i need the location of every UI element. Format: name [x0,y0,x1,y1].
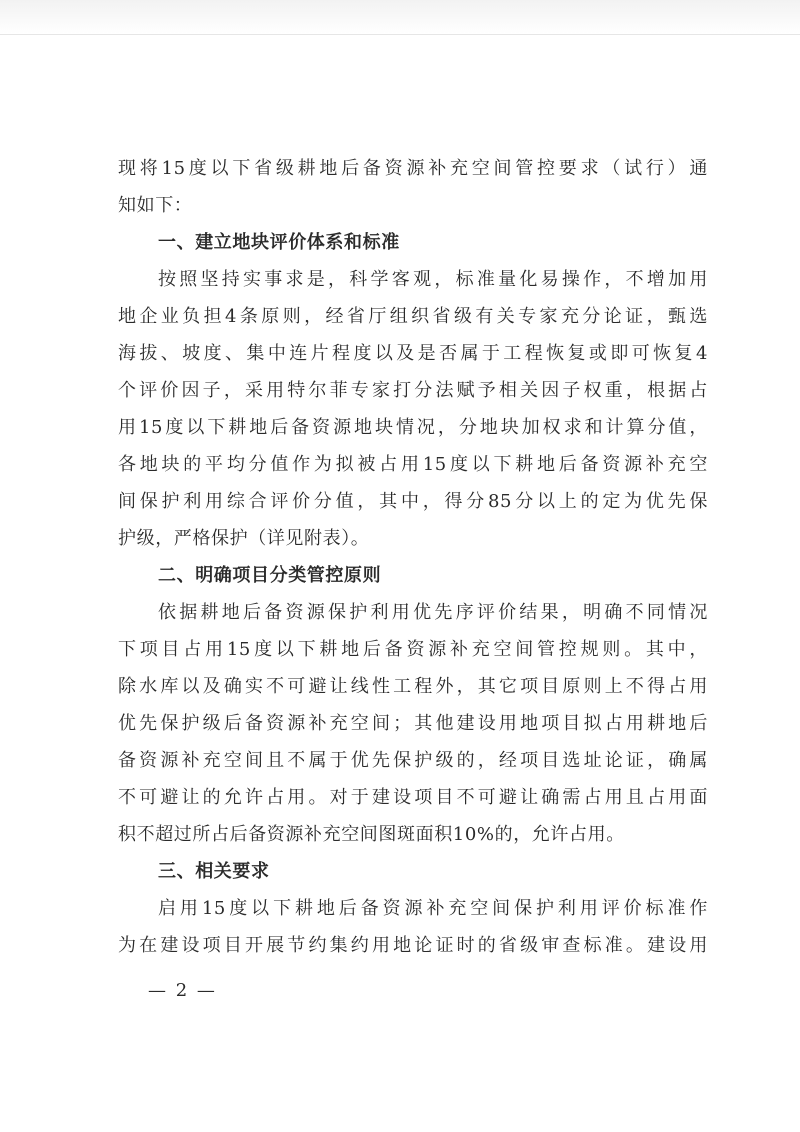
paragraph-line: 用15度以下耕地后备资源地块情况，分地块加权求和计算分值， [118,417,708,438]
document-page [118,150,708,964]
section-heading-2: 二、明确项目分类管控原则 [158,565,382,586]
paragraph-line: 下项目占用15度以下耕地后备资源补充空间管控规则。其中， [118,639,708,660]
paragraph-line: 海拔、坡度、集中连片程度以及是否属于工程恢复或即可恢复4 [118,343,708,364]
paragraph-line: 积不超过所占后备资源补充空间图斑面积10%的，允许占用。 [118,824,625,845]
paragraph-line: 现将15度以下省级耕地后备资源补充空间管控要求（试行）通 [118,158,708,179]
paragraph-line: 不可避让的允许占用。对于建设项目不可避让确需占用且占用面 [118,787,708,808]
paragraph-line: 备资源补充空间且不属于优先保护级的，经项目选址论证，确属 [118,750,708,771]
paragraph-line: 为在建设项目开展节约集约用地论证时的省级审查标准。建设用 [118,935,708,956]
paragraph-line: 护级，严格保护（详见附表）。 [118,528,370,549]
paragraph-line: 知如下： [118,195,193,216]
paragraph-line: 启用15度以下耕地后备资源补充空间保护利用评价标准作 [158,898,708,919]
paragraph-line: 除水库以及确实不可避让线性工程外，其它项目原则上不得占用 [118,676,708,697]
section-heading-1: 一、建立地块评价体系和标准 [158,232,400,253]
page-number: — 2 — [148,980,217,1001]
section-2-paragraph [118,594,708,853]
paragraph-line: 各地块的平均分值作为拟被占用15度以下耕地后备资源补充空 [118,454,708,475]
section-heading-3: 三、相关要求 [158,861,270,882]
paragraph-line: 依据耕地后备资源保护利用优先序评价结果，明确不同情况 [158,602,708,623]
paragraph-line: 优先保护级后备资源补充空间；其他建设用地项目拟占用耕地后 [118,713,708,734]
page-top-edge [0,0,800,35]
paragraph-line: 按照坚持实事求是，科学客观，标准量化易操作，不增加用 [158,269,708,290]
paragraph-line: 地企业负担4条原则，经省厅组织省级有关专家充分论证，甄选 [118,306,708,327]
intro-paragraph [118,150,708,224]
section-1-paragraph [118,261,708,557]
paragraph-line: 间保护利用综合评价分值，其中，得分85分以上的定为优先保 [118,491,708,512]
paragraph-line: 个评价因子，采用特尔菲专家打分法赋予相关因子权重，根据占 [118,380,708,401]
section-3-paragraph [118,890,708,964]
